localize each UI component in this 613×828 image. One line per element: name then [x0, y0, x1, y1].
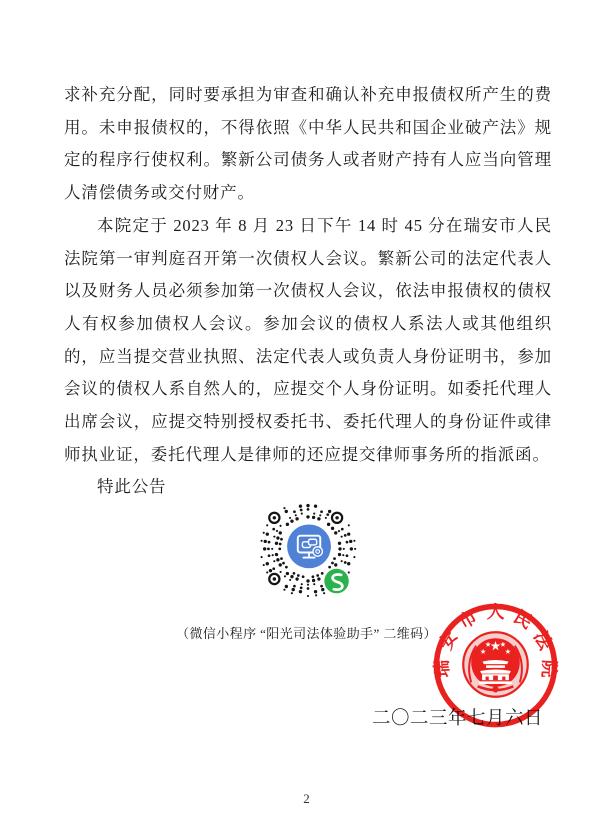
- closing-line: 特此公告: [97, 477, 167, 497]
- qr-code-graphic: [257, 502, 359, 604]
- qr-caption: （微信小程序 “阳光司法体验助手” 二维码）: [176, 626, 437, 641]
- emblem-gear: [492, 686, 498, 692]
- announcement-body: [64, 79, 552, 504]
- wechat-miniprogram-qr-code: [1, 502, 613, 604]
- page-number: 2: [303, 791, 310, 806]
- announcement-date: 二〇二三年七月六日: [371, 709, 543, 729]
- wechat-logo-badge: [324, 569, 348, 593]
- court-seal: [431, 601, 560, 730]
- qr-center-monitor-icon: [287, 524, 331, 568]
- seal-court-name: 瑞安市人民法院: [431, 601, 560, 679]
- paragraph-continuation: 求补充分配，同时要承担为审查和确认补充申报债权所产生的费用。未申报债权的，不得依照《中华人民共和国企业破产法》规定的程序行使权利。繁新公司债务人或者财产持有人应当向管理人清偿债务或交付财产。: [64, 85, 552, 203]
- paragraph-meeting-notice: 本院定于 2023 年 8 月 23 日下午 14 时 45 分在瑞安市人民法院第一审判庭召开第一次债权人会议。繁新公司的法定代表人以及财务人员必须参加第一次债权人会议，依法申报债权的债权人有权参加债权人会议。参加会议的债权人系法人或其他组织的，应当提交营业执照、法定代表人或负责人身份证明书，参加会议的债权人系自然人的，应提交个人身份证明。如委托代理人出席会议，应提交特别授权委托书、委托代理人的身份证件或律师执业证，委托代理人是律师的还应提交律师事务所的指派函。: [64, 215, 552, 464]
- national-emblem: [463, 632, 528, 697]
